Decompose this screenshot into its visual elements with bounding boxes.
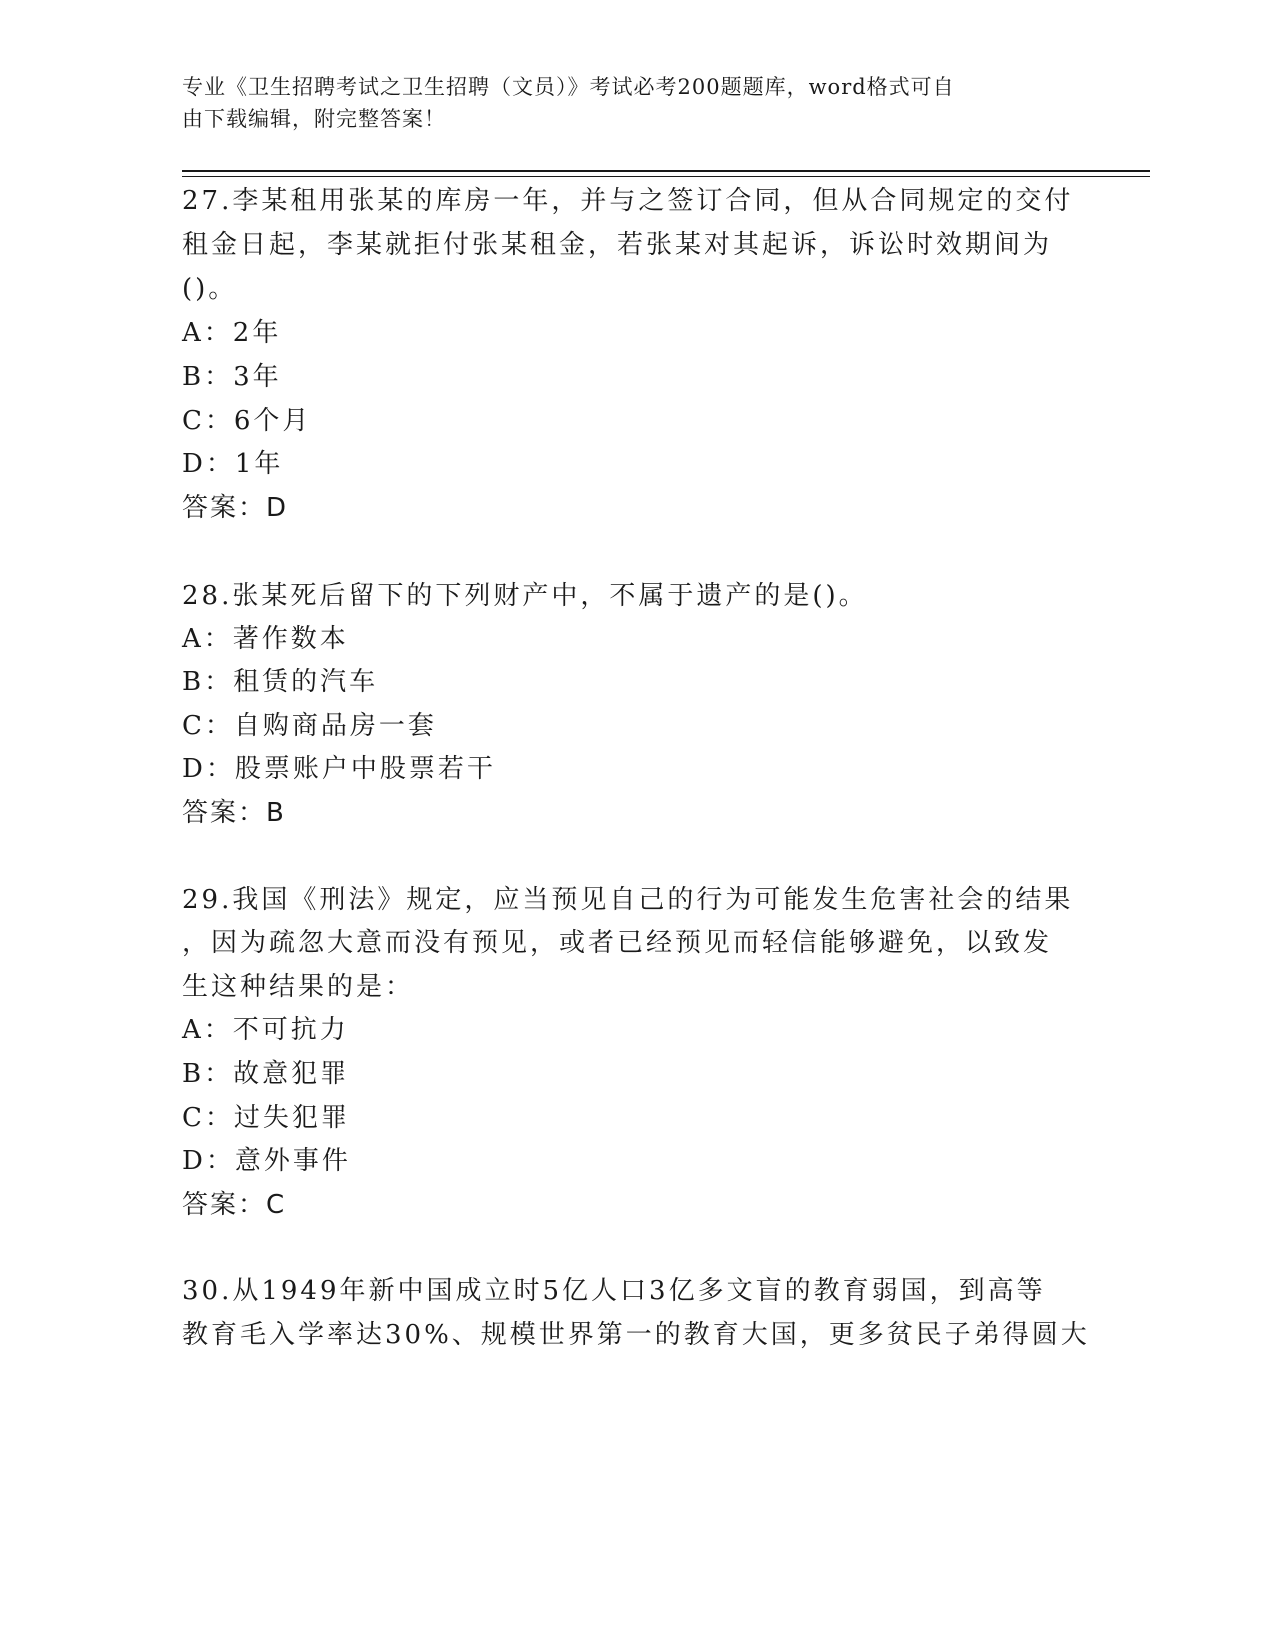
question-28-option-b: B：租赁的汽车	[182, 667, 379, 697]
question-29-option-d: D：意外事件	[182, 1146, 351, 1176]
question-28-option-a: A：著作数本	[182, 624, 349, 654]
question-27-stem-line-2: 租金日起，李某就拒付张某租金，若张某对其起诉，诉讼时效期间为	[182, 230, 1053, 260]
question-27-option-b: B：3年	[182, 362, 282, 392]
question-27-option-d: D：1年	[182, 449, 284, 479]
question-28-option-d: D：股票账户中股票若干	[182, 754, 496, 784]
question-27-stem-line-3: ()。	[182, 274, 238, 304]
question-28-stem-line-1: 28.张某死后留下的下列财产中，不属于遗产的是()。	[182, 581, 868, 611]
question-27-option-c: C：6个月	[182, 406, 312, 436]
header-text-line-2: 由下载编辑，附完整答案！	[182, 107, 446, 131]
header-divider-thick	[182, 170, 1150, 172]
question-30-stem-line-1: 30.从1949年新中国成立时5亿人口3亿多文盲的教育弱国，到高等	[182, 1276, 1046, 1306]
question-30-stem-line-2: 教育毛入学率达30%、规模世界第一的教育大国，更多贫民子弟得圆大	[182, 1320, 1090, 1350]
question-28-answer: 答案：B	[182, 798, 286, 828]
question-29-option-b: B：故意犯罪	[182, 1059, 350, 1089]
header-divider-thin	[182, 176, 1150, 177]
header-text-line-1: 专业《卫生招聘考试之卫生招聘（文员）》考试必考200题题库，word格式可自	[182, 75, 955, 99]
question-27-stem-line-1: 27.李某租用张某的库房一年，并与之签订合同，但从合同规定的交付	[182, 186, 1074, 216]
question-29-option-c: C：过失犯罪	[182, 1103, 350, 1133]
question-29-answer: 答案：C	[182, 1190, 287, 1220]
question-29-option-a: A：不可抗力	[182, 1015, 349, 1045]
question-27-answer: 答案：D	[182, 493, 289, 523]
question-29-stem-line-3: 生这种结果的是：	[182, 972, 415, 1002]
question-29-stem-line-1: 29.我国《刑法》规定，应当预见自己的行为可能发生危害社会的结果	[182, 885, 1074, 915]
question-27-option-a: A：2年	[182, 318, 282, 348]
question-28-option-c: C：自购商品房一套	[182, 711, 437, 741]
question-29-stem-line-2: ，因为疏忽大意而没有预见，或者已经预见而轻信能够避免，以致发	[182, 928, 1053, 958]
